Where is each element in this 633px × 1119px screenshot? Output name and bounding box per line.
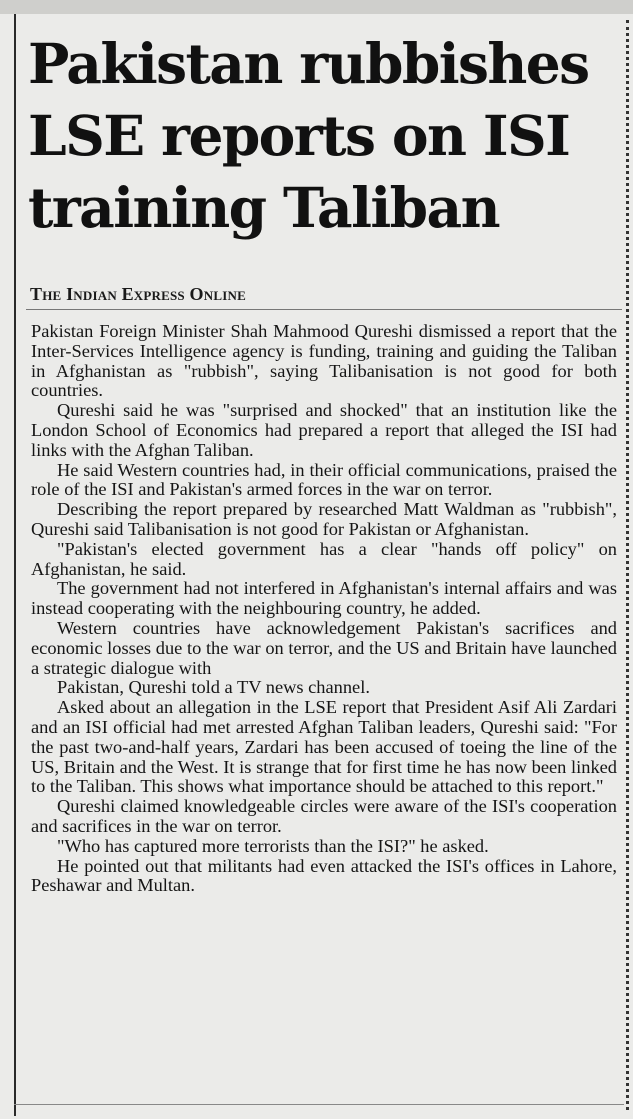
article-body: [31, 322, 617, 896]
bottom-rule: [14, 1104, 624, 1105]
paragraph: Pakistan Foreign Minister Shah Mahmood Qureshi dismissed a report that the Inter-Services Intelligence agency is funding, training and guiding the Taliban in Afghanistan as "rubbish", saying Talibanisation is not good for both countries.: [31, 321, 617, 401]
paragraph: Asked about an allegation in the LSE report that President Asif Ali Zardari and an ISI official had met arrested Afghan Taliban leaders, Qureshi said: "For the past two-and-half years, Zardari has been accused of toeing the line of the US, Britain and the West. It is strange that for first time he has now been linked to the Taliban. This shows what importance should be attached to this report.": [31, 697, 617, 797]
paragraph: Pakistan, Qureshi told a TV news channel.: [57, 677, 370, 698]
dotted-cut-line: [626, 20, 629, 1110]
paragraph: "Who has captured more terrorists than the ISI?" he asked.: [57, 835, 489, 856]
byline: The Indian Express Online: [30, 284, 246, 304]
byline-divider: [26, 309, 622, 310]
column-rule-left: [14, 14, 16, 1116]
headline: Pakistan rubbishes LSE reports on ISI training Taliban: [28, 31, 589, 240]
scan-top-edge: [0, 0, 633, 14]
paragraph: "Pakistan's elected government has a clear "hands off policy" on Afghanistan, he said.: [31, 538, 617, 579]
paragraph: He said Western countries had, in their official communications, praised the role of the ISI and Pakistan's armed forces in the war on terror.: [31, 459, 617, 500]
paragraph: Qureshi said he was "surprised and shocked" that an institution like the London School of Economics had prepared a report that alleged the ISI had links with the Afghan Taliban.: [31, 400, 617, 460]
paragraph: Describing the report prepared by researched Matt Waldman as "rubbish", Qureshi said Talibanisation is not good for Pakistan or Afghanistan.: [31, 499, 617, 539]
paragraph: He pointed out that militants had even attacked the ISI's offices in Lahore, Peshawar and Multan.: [31, 855, 617, 896]
paragraph: The government had not interfered in Afghanistan's internal affairs and was instead cooperating with the neighbouring country, he added.: [31, 578, 617, 619]
paragraph: Qureshi claimed knowledgeable circles were aware of the ISI's cooperation and sacrifices in the war on terror.: [31, 796, 617, 836]
paragraph: Western countries have acknowledgement Pakistan's sacrifices and economic losses due to the war on terror, and the US and Britain have launched a strategic dialogue with: [31, 617, 617, 678]
